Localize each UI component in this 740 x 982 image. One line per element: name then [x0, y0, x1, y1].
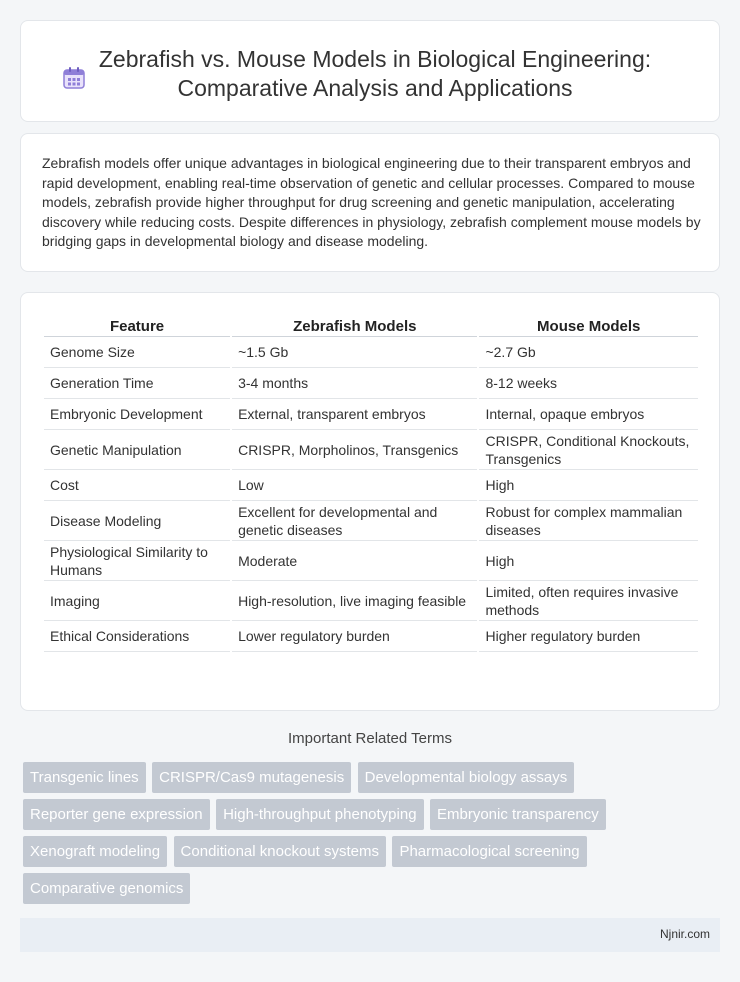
tag-conditional-knockout-systems[interactable]: Conditional knockout systems [174, 836, 386, 867]
footer-site[interactable]: Njnir.com [659, 927, 710, 941]
comparison-table [42, 316, 700, 652]
zebrafish-cell: Low [232, 470, 477, 501]
title-card [20, 20, 720, 122]
tag-pharmacological-screening[interactable]: Pharmacological screening [392, 836, 586, 867]
mouse-cell: ~2.7 Gb [479, 337, 698, 368]
tag-crispr-cas9[interactable]: CRISPR/Cas9 mutagenesis [152, 762, 351, 793]
feature-cell: Genome Size [44, 337, 230, 368]
table-row [44, 541, 698, 581]
intro-text: Zebrafish models offer unique advantages in biological engineering due to their transparent embryos and rapid development, enabling real-time observation of genetic and cellular processes. Compared to mouse models, zebrafish provide higher throughput for drug screening and genetic manipulation, accelerating discovery while reducing costs. Despite differences in physiology, zebrafish complement mouse models by bridging gaps in developmental biology and disease modeling. [42, 155, 701, 249]
zebrafish-cell: CRISPR, Morpholinos, Transgenics [232, 430, 477, 470]
mouse-cell: CRISPR, Conditional Knockouts, Transgenics [479, 430, 698, 470]
tag-reporter-gene-expression[interactable]: Reporter gene expression [23, 799, 210, 830]
feature-cell: Disease Modeling [44, 501, 230, 541]
table-row [44, 581, 698, 621]
table-row [44, 337, 698, 368]
table-row [44, 399, 698, 430]
tag-developmental-biology-assays[interactable]: Developmental biology assays [358, 762, 575, 793]
header-mouse: Mouse Models [479, 316, 698, 337]
feature-cell: Genetic Manipulation [44, 430, 230, 470]
mouse-cell: High [479, 541, 698, 581]
feature-cell: Generation Time [44, 368, 230, 399]
zebrafish-cell: ~1.5 Gb [232, 337, 477, 368]
table-row [44, 470, 698, 501]
header-zebrafish: Zebrafish Models [232, 316, 477, 337]
zebrafish-cell: Excellent for developmental and genetic diseases [232, 501, 477, 541]
feature-cell: Physiological Similarity to Humans [44, 541, 230, 581]
feature-cell: Imaging [44, 581, 230, 621]
zebrafish-cell: 3-4 months [232, 368, 477, 399]
tag-xenograft-modeling[interactable]: Xenograft modeling [23, 836, 167, 867]
zebrafish-cell: External, transparent embryos [232, 399, 477, 430]
table-row [44, 430, 698, 470]
zebrafish-cell: High-resolution, live imaging feasible [232, 581, 477, 621]
related-terms-list [23, 762, 713, 910]
zebrafish-cell: Moderate [232, 541, 477, 581]
tag-comparative-genomics[interactable]: Comparative genomics [23, 873, 190, 904]
feature-cell: Embryonic Development [44, 399, 230, 430]
mouse-cell: Robust for complex mammalian diseases [479, 501, 698, 541]
comparison-table-card [20, 292, 720, 711]
page-title: Zebrafish vs. Mouse Models in Biological Engineering: Comparative Analysis and Applications [98, 46, 652, 101]
mouse-cell: 8-12 weeks [479, 368, 698, 399]
mouse-cell: Internal, opaque embryos [479, 399, 698, 430]
related-terms-heading: Important Related Terms [288, 730, 452, 747]
tag-high-throughput-phenotyping[interactable]: High-throughput phenotyping [216, 799, 423, 830]
feature-cell: Ethical Considerations [44, 621, 230, 652]
intro-card [20, 133, 720, 272]
feature-cell: Cost [44, 470, 230, 501]
table-row [44, 501, 698, 541]
zebrafish-cell: Lower regulatory burden [232, 621, 477, 652]
table-header-row [44, 316, 698, 337]
tag-embryonic-transparency[interactable]: Embryonic transparency [430, 799, 606, 830]
mouse-cell: High [479, 470, 698, 501]
tag-transgenic-lines[interactable]: Transgenic lines [23, 762, 146, 793]
table-row [44, 621, 698, 652]
footer [20, 918, 720, 952]
mouse-cell: Higher regulatory burden [479, 621, 698, 652]
mouse-cell: Limited, often requires invasive methods [479, 581, 698, 621]
header-feature: Feature [44, 316, 230, 337]
table-row [44, 368, 698, 399]
